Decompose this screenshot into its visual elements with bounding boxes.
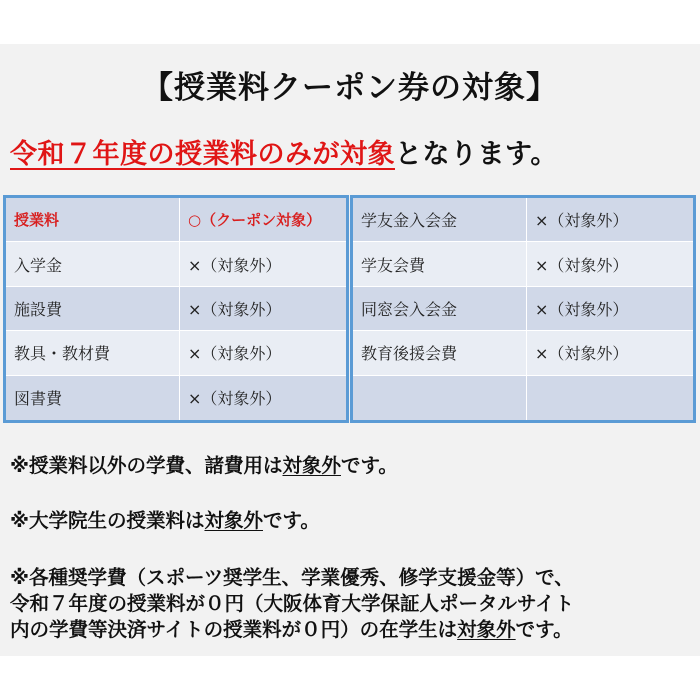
table-row	[6, 242, 346, 286]
fee-status: ×（対象外）	[188, 389, 282, 409]
note-line: ※各種奨学費（スポーツ奨学生、学業優秀、修学支援金等）で、	[10, 566, 574, 589]
fee-table-right	[350, 195, 696, 423]
fee-item	[353, 376, 527, 420]
page-title: 【授業料クーポン券の対象】	[142, 70, 558, 106]
subtitle-rest: となります。	[395, 139, 558, 170]
table-row	[6, 376, 346, 420]
subtitle	[10, 132, 558, 171]
table-row	[353, 242, 693, 286]
fee-item: 学友会費	[353, 242, 527, 285]
table-row	[353, 376, 693, 420]
fee-item: 施設費	[6, 287, 180, 330]
fee-item: 教具・教材費	[6, 331, 180, 374]
note-text: ※授業料以外の学費、諸費用は	[10, 454, 283, 477]
fee-item: 同窓会入会金	[353, 287, 527, 330]
subtitle-highlight: 令和７年度の授業料のみが対象	[10, 139, 395, 170]
fee-status: ○（クーポン対象）	[188, 211, 322, 230]
table-row	[6, 331, 346, 375]
fee-status: ×（対象外）	[188, 344, 282, 364]
note-line: 令和７年度の授業料が０円（大阪体育大学保証人ポータルサイト	[10, 592, 575, 615]
table-row	[353, 287, 693, 331]
fee-item: 教育後援会費	[353, 331, 527, 374]
note-text: です。	[340, 454, 398, 477]
fee-status: ×（対象外）	[535, 299, 629, 319]
fee-status: ×（対象外）	[188, 255, 282, 275]
fee-status: ×（対象外）	[188, 299, 282, 319]
note-text: です。	[515, 618, 573, 641]
fee-status: ×（対象外）	[535, 211, 629, 231]
note-line	[10, 617, 574, 643]
note-emphasis: 対象外	[282, 454, 341, 477]
note-emphasis: 対象外	[457, 618, 516, 641]
note-text: です。	[262, 509, 320, 532]
fee-status: ×（対象外）	[535, 344, 629, 364]
table-row	[6, 287, 346, 331]
fee-item: 学友金入会金	[353, 198, 527, 241]
note-text: ※大学院生の授業料は	[10, 509, 205, 532]
fee-item: 授業料	[6, 198, 180, 241]
fee-table-left	[3, 195, 349, 423]
note-text: 内の学費等決済サイトの授業料が０円）の在学生は	[10, 618, 458, 641]
table-row	[6, 198, 346, 242]
note-other-fees	[10, 453, 398, 479]
fee-status: ×（対象外）	[535, 255, 629, 275]
note-graduate	[10, 508, 320, 534]
table-row	[353, 331, 693, 375]
fee-item: 図書費	[6, 376, 180, 420]
note-scholarship	[10, 565, 574, 643]
note-emphasis: 対象外	[204, 509, 263, 532]
table-row	[353, 198, 693, 242]
fee-item: 入学金	[6, 242, 180, 285]
fee-status	[527, 376, 693, 420]
